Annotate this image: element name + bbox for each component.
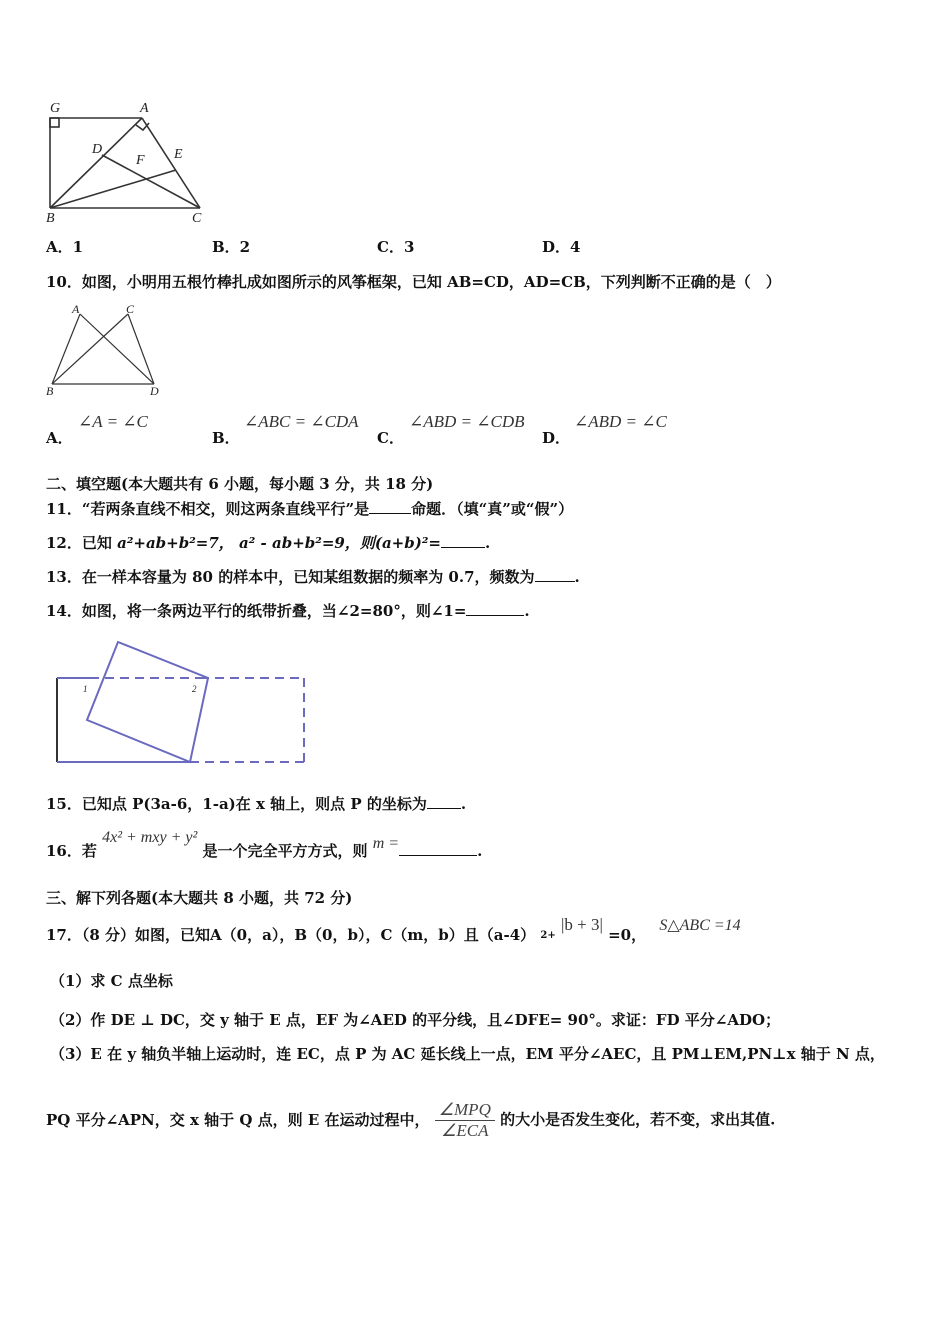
q12-expr-2: a² - ab+b²=9，则(a+b)²= — [239, 534, 441, 552]
q13-blank[interactable] — [535, 567, 575, 582]
q17-area: S△ABC =14 — [659, 917, 741, 934]
q17-number: 17．（8 分）如图，已知 — [46, 926, 211, 944]
fig9-label-e: E — [174, 147, 183, 162]
q17-part-3: （3）E 在 y 轴负半轴上运动时，连 EC，点 P 为 AC 延长线上一点，EM 平分∠AEC，且 PM⊥EM,PN⊥x 轴于 N 点， — [50, 1045, 885, 1063]
q15-blank[interactable] — [427, 794, 461, 809]
q10-option-a-letter: A． — [46, 429, 73, 447]
q16-end: . — [477, 842, 483, 860]
q11-blank[interactable] — [369, 499, 411, 514]
q11-text-post: 命题．（填“真”或“假”） — [411, 500, 574, 518]
q14-figure — [50, 636, 312, 768]
fig10-label-c: C — [126, 302, 135, 316]
fig10-label-a: A — [72, 302, 80, 316]
q10-option-d-expr: ∠ABD = ∠C — [574, 412, 667, 431]
q13-end: . — [574, 568, 580, 586]
q14 — [46, 600, 530, 621]
q17-part-4 — [46, 1100, 775, 1156]
q17-eq0: =0， — [608, 926, 647, 944]
q13-text: 13．在一样本容量为 80 的样本中，已知某组数据的频率为 0.7，频数为 — [46, 568, 535, 586]
fig9-label-g: G — [50, 101, 61, 116]
q17-abs-expr: |b + 3| — [560, 915, 603, 934]
q12 — [46, 532, 490, 553]
q9-option-c: C．3 — [377, 238, 415, 256]
fig9-label-b: B — [46, 211, 55, 224]
q14-blank[interactable] — [466, 601, 524, 616]
fig9-label-a: A — [140, 101, 149, 116]
q14-end: . — [524, 602, 530, 620]
q13 — [46, 566, 580, 587]
q15-end: . — [460, 795, 467, 813]
q16-text-mid: 是一个完全平方方式，则 — [202, 842, 368, 860]
q15 — [46, 793, 466, 814]
q17-part-1: （1）求 C 点坐标 — [50, 972, 173, 990]
section-3-heading: 三、解下列各题(本大题共 8 小题，共 72 分) — [46, 889, 353, 907]
q10-option-b-letter: B． — [212, 429, 240, 447]
q9-figure — [40, 98, 220, 224]
q17-fraction — [435, 1100, 495, 1141]
q17-fraction-numerator: ∠MPQ — [435, 1100, 495, 1121]
fig10-label-d: D — [150, 384, 159, 398]
section-2-heading: 二、填空题(本大题共有 6 小题，每小题 3 分，共 18 分) — [46, 475, 434, 493]
q10-figure — [40, 300, 170, 400]
q16 — [46, 826, 482, 860]
q17-part-2: （2）作 DE ⊥ DC，交 y 轴于 E 点，EF 为∠AED 的平分线，且∠DFE= 90°。求证：FD 平分∠ADO； — [50, 1011, 781, 1029]
q14-angle-1-label: 1 — [83, 684, 88, 694]
q10-question: 10．如图，小明用五根竹棒扎成如图所示的风筝框架，已知 AB=CD，AD=CB，下列判断不正确的是（ ） — [46, 273, 781, 291]
q16-expr: 4x² + mxy + y² — [102, 829, 198, 846]
q9-option-d: D．4 — [542, 238, 581, 256]
q17-part-4-text-a: PQ 平分∠APN，交 x 轴于 Q 点，则 E 在运动过程中， — [46, 1110, 430, 1129]
fig10-label-b: B — [46, 384, 54, 398]
q12-number: 12．已知 — [46, 534, 112, 552]
q14-angle-2-label: 2 — [192, 684, 197, 694]
q10-option-d-letter: D． — [542, 429, 571, 447]
q16-blank[interactable] — [399, 841, 477, 856]
q17-part-4-text-b: 的大小是否发生变化，若不变，求出其值. — [500, 1110, 776, 1129]
q17-points: A（0，a），B（0，b），C（m，b）且（a-4） — [210, 926, 536, 944]
fig9-label-d: D — [92, 142, 103, 157]
q10-option-c-expr: ∠ABD = ∠CDB — [409, 412, 525, 431]
q12-blank[interactable] — [441, 533, 485, 548]
q16-number: 16．若 — [46, 842, 97, 860]
q14-text: 14．如图，将一条两边平行的纸带折叠，当∠2=80°，则∠1= — [46, 602, 467, 620]
q10-option-c-letter: C． — [377, 429, 404, 447]
q17-square: 2+ — [540, 930, 556, 941]
q9-option-b: B．2 — [212, 238, 251, 256]
q11-text-pre: 11．“若两条直线不相交，则这两条直线平行”是 — [46, 500, 370, 518]
fig9-label-c: C — [192, 211, 202, 224]
q10-option-a-expr: ∠A = ∠C — [78, 412, 148, 431]
q15-text: 15．已知点 P(3a-6，1-a)在 x 轴上，则点 P 的坐标为 — [46, 795, 427, 813]
q17-fraction-denominator: ∠ECA — [441, 1121, 489, 1140]
q9-option-a: A．1 — [46, 238, 84, 256]
q16-m: m = — [372, 835, 400, 852]
q11 — [46, 498, 573, 519]
q12-expr-1: a²+ab+b²=7， — [117, 534, 234, 552]
q17-line-1 — [46, 914, 741, 948]
fig9-label-f: F — [136, 153, 145, 168]
q10-option-b-expr: ∠ABC = ∠CDA — [244, 412, 359, 431]
q12-end: . — [484, 534, 491, 552]
